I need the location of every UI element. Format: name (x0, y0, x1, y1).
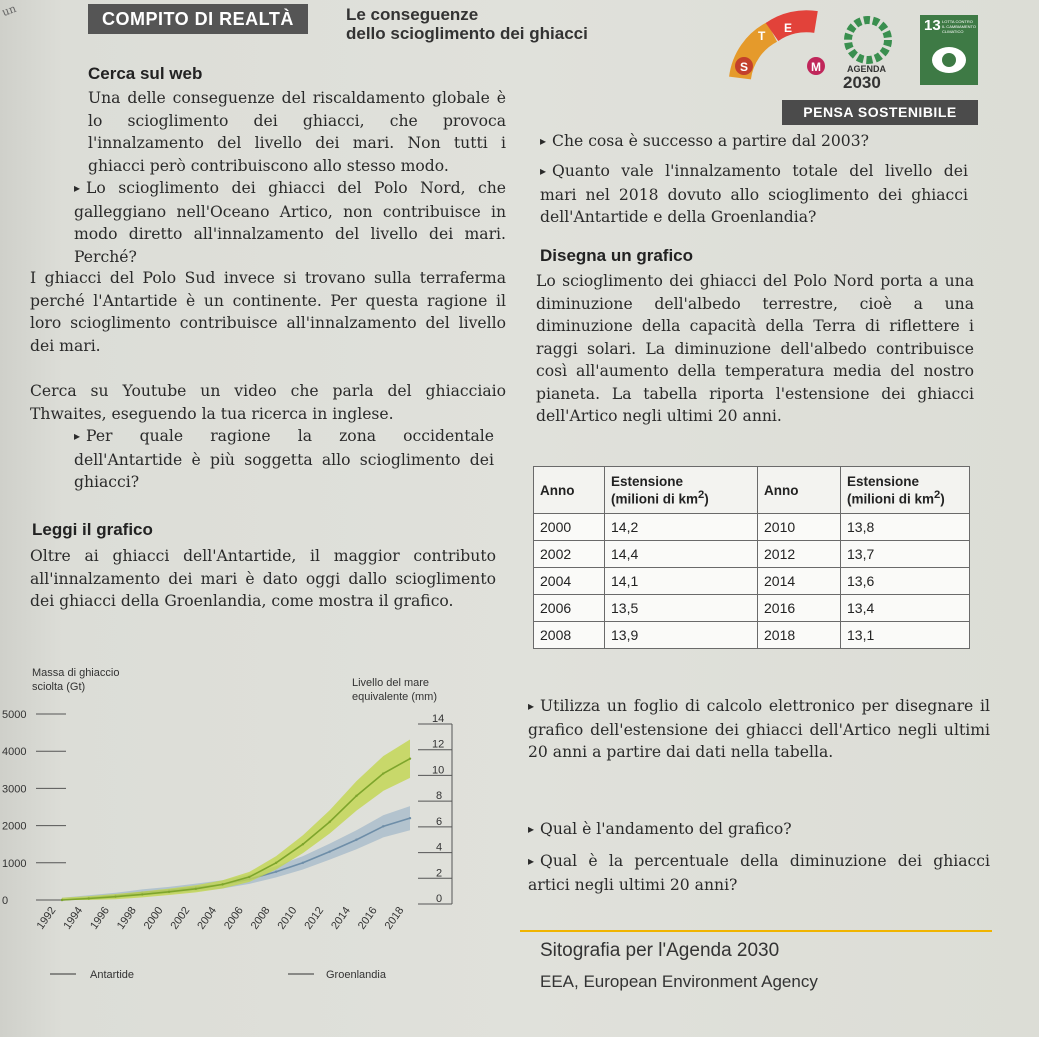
sdg-number: 13 (924, 17, 941, 34)
data-point-antartide (409, 817, 411, 819)
table-row: 2008 13,9 2018 13,1 (534, 622, 970, 649)
data-point-groenlandia (195, 888, 197, 890)
bullet-icon (528, 852, 540, 870)
data-point-groenlandia (88, 897, 90, 899)
question-antartide (74, 425, 494, 494)
header-estensione (605, 467, 758, 514)
x-tick-label: 2008 (248, 904, 273, 932)
polo-sud-paragraph: I ghiacci del Polo Sud invece si trovano sulla terraferma perché l'Antartide è un continente. Per questa ragione il loro scioglimento contribuisce all'innalzamento del livello dei mari. (30, 269, 506, 355)
right-tick-label: 12 (432, 738, 445, 751)
question-andamento (528, 818, 990, 842)
page-title (346, 5, 588, 43)
margin-note: un (0, 1, 18, 20)
data-point-groenlandia (328, 821, 330, 823)
albedo-paragraph: Lo scioglimento dei ghiacci del Polo Nord porta a una diminuzione dell'albedo terrestre, cioè a una diminuzione della capacità della Terra di riflettere i raggi solari. La diminuzione dell'albedo contribuisce così all'aumento della temperatura media del nostro pianeta. La tabella riporta l'estensione dei ghiacci dell'Artico negli ultimi 20 anni. (536, 272, 974, 425)
x-tick-label: 2006 (222, 904, 246, 932)
header-anno-2: Anno (758, 467, 841, 514)
table-row: 2000 14,2 2010 13,8 (534, 514, 970, 541)
data-point-antartide (302, 862, 304, 864)
left-axis-title-1: Massa di ghiaccio (32, 667, 120, 679)
right-axis-title-1: Livello del mare (352, 677, 430, 689)
bullet-icon (74, 427, 86, 445)
agenda-letter-m: M (811, 60, 821, 74)
eea-link[interactable]: EEA, European Environment Agency (540, 972, 818, 991)
data-point-groenlandia (61, 899, 63, 901)
header-unit: (milioni di $km^2$) (611, 488, 709, 507)
question-foglio-calcolo-text: Utilizza un foglio di calcolo elettronico per disegnare il grafico dell'estensione dei ghiacci dell'Artico negli ultimi 20 anni a partire dai dati nella tabella. (528, 697, 990, 761)
left-tick-label: 2000 (2, 820, 27, 833)
bullet-icon (74, 179, 86, 197)
x-tick-label: 2014 (329, 904, 353, 932)
data-point-groenlandia (168, 891, 170, 893)
question-polo-nord (74, 177, 506, 268)
chart-svg (0, 660, 500, 990)
right-tick-label: 8 (436, 790, 443, 803)
right-tick-label: 4 (436, 841, 443, 854)
pensa-sostenibile-badge: PENSA SOSTENIBILE (782, 100, 978, 125)
data-point-groenlandia (275, 862, 277, 864)
x-tick-label: 1998 (114, 904, 139, 932)
data-point-groenlandia (409, 757, 411, 759)
data-point-groenlandia (248, 876, 250, 878)
x-tick-label: 2018 (382, 904, 407, 932)
question-foglio-calcolo (528, 695, 990, 764)
left-tick-label: 1000 (2, 857, 27, 870)
legend-antartide: Antartide (90, 969, 135, 981)
x-tick-label: 2000 (141, 904, 166, 932)
x-tick-label: 2004 (195, 904, 220, 932)
data-point-antartide (355, 839, 357, 841)
data-point-groenlandia (382, 772, 384, 774)
series-band-groenlandia (62, 739, 410, 900)
right-tick-label: 14 (432, 713, 445, 725)
x-tick-label: 1996 (88, 904, 113, 932)
table-row: 2004 14,1 2014 13,6 (534, 568, 970, 595)
agenda-year: 2030 (843, 73, 881, 90)
header-anno: Anno (534, 467, 605, 514)
x-tick-label: 2010 (275, 904, 300, 932)
task-banner: COMPITO DI REALTÀ (88, 4, 308, 34)
data-point-groenlandia (141, 893, 143, 895)
question-percentuale (528, 850, 990, 896)
data-point-antartide (328, 850, 330, 852)
sdg-13-badge (920, 15, 978, 85)
question-polo-nord-text: Lo scioglimento dei ghiacci del Polo Nord, che galleggiano nell'Oceano Artico, non contribuisce in modo diretto all'innalzamento del livello dei mari. Perché? (74, 179, 506, 266)
bullet-icon (540, 132, 552, 150)
right-tick-label: 2 (436, 867, 443, 880)
right-axis-title-2: equivalente (mm) (352, 691, 437, 703)
bullet-icon (528, 820, 540, 838)
x-tick-label: 2002 (168, 904, 193, 932)
question-andamento-text: Qual è l'andamento del grafico? (540, 820, 792, 838)
ice-mass-chart (0, 660, 500, 990)
header-est-label-2: Estensione (847, 473, 920, 489)
right-tick-label: 10 (432, 764, 445, 777)
table-row: 2002 14,4 2012 13,7 (534, 541, 970, 568)
data-point-groenlandia (114, 895, 116, 897)
left-axis-title-2: sciolta (Gt) (32, 681, 86, 693)
table-header-row (534, 467, 970, 514)
left-tick-label: 4000 (2, 746, 27, 759)
agenda-arc-icon (720, 10, 920, 90)
question-2003-text: Che cosa è successo a partire dal 2003? (552, 132, 869, 150)
question-innalzamento-text: Quanto vale l'innalzamento totale del livello dei mari nel 2018 dovuto allo scioglimento dei ghiacci dell'Antartide e della Groenlandia? (540, 162, 968, 226)
right-tick-label: 6 (436, 815, 443, 828)
x-tick-label: 2012 (302, 904, 327, 932)
bullet-icon (540, 162, 552, 180)
header-est-label: Estensione (611, 473, 684, 489)
data-point-groenlandia (302, 843, 304, 845)
data-point-groenlandia (355, 795, 357, 797)
agenda-letter-e: E (784, 21, 793, 35)
left-tick-label: 0 (2, 895, 9, 907)
agenda-letter-s: S (740, 60, 749, 74)
x-tick-label: 2016 (355, 904, 380, 932)
question-innalzamento (540, 160, 968, 229)
agenda-label: AGENDA (847, 64, 887, 74)
question-percentuale-text: Qual è la percentuale della diminuzione dei ghiacci artici negli ultimi 20 anni? (528, 852, 990, 894)
leggi-paragraph: Oltre ai ghiacci dell'Antartide, il maggior contributo all'innalzamento dei mari è dato oggi dallo scioglimento dei ghiacci della Groenlandia, come mostra il grafico. (30, 547, 496, 610)
page-title-line1: Le conseguenze (346, 5, 479, 24)
question-2003 (540, 130, 980, 154)
climate-eye-icon (932, 47, 966, 73)
left-tick-label: 3000 (2, 783, 27, 796)
divider (520, 930, 992, 932)
header-unit-2: (milioni di $km^2$) (847, 488, 945, 507)
sdg-small-text: LOTTA CONTRO IL CAMBIAMENTO CLIMATICO (942, 19, 977, 34)
intro-paragraph: Una delle conseguenze del riscaldamento globale è lo scioglimento dei ghiacci, che provoca l'innalzamento del livello dei mari. Non tutti i ghiacci però contribuiscono allo stesso modo. (88, 89, 506, 175)
cerca-heading: Cerca sul web (88, 64, 203, 83)
data-point-antartide (275, 871, 277, 873)
right-tick-label: 0 (436, 893, 443, 905)
sitografia-heading: Sitografia per l'Agenda 2030 (540, 940, 780, 961)
left-tick-label: 5000 (2, 709, 27, 721)
question-antartide-text: Per quale ragione la zona occidentale dell'Antartide è più soggetta allo scioglimento dei ghiacci? (74, 427, 494, 491)
agenda-letter-t: T (758, 29, 766, 43)
x-tick-label: 1992 (34, 904, 59, 932)
legend-groenlandia: Groenlandia (326, 969, 386, 981)
data-point-antartide (382, 825, 384, 827)
x-tick-label: 1994 (61, 904, 86, 932)
page-title-line2: dello scioglimento dei ghiacci (346, 24, 588, 43)
disegna-heading: Disegna un grafico (540, 246, 694, 265)
table-row: 2006 13,5 2016 13,4 (534, 595, 970, 622)
series-band-antartide (62, 806, 410, 900)
data-point-groenlandia (221, 883, 223, 885)
arctic-extent-table (533, 466, 970, 649)
header-estensione-2 (841, 467, 970, 514)
youtube-paragraph: Cerca su Youtube un video che parla del ghiacciaio Thwaites, eseguendo la tua ricerca in inglese. (30, 382, 506, 423)
leggi-heading: Leggi il grafico (32, 520, 153, 539)
bullet-icon (528, 697, 540, 715)
